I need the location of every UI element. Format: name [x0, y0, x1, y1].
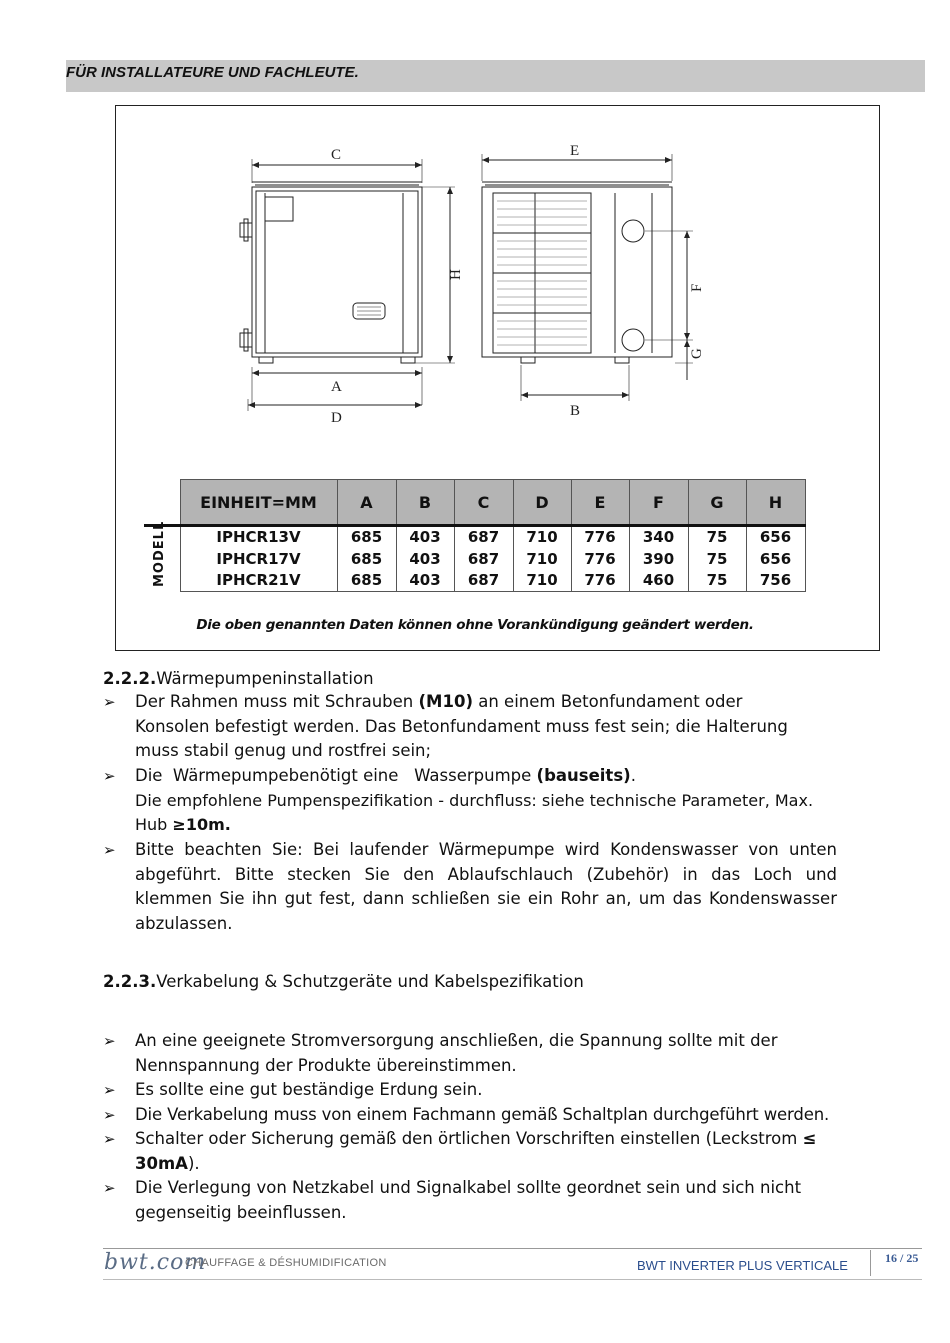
footer-separator — [870, 1250, 871, 1276]
table-row: MODELL IPHCR13V 685 403 687 710 776 340 75 656 — [144, 526, 805, 548]
list-item: ➢ Bitte beachten Sie: Bei laufender Wärmepumpe wird Kondenswasser von unten abgeführt. Bitte stecken Sie den Ablaufschlauch (Zubehör) in das Loch und klemmen Sie ihn gut fest, dann schließen sie ein Rohr an, um das Kondenswasser abzulassen. — [103, 840, 837, 933]
table-header: A — [337, 480, 396, 526]
list-item: ➢ Die Verlegung von Netzkabel und Signalkabel sollte geordnet sein und sich nicht gegenseitig beeinflussen. — [103, 1178, 802, 1222]
list-item: ➢ Der Rahmen muss mit Schrauben (M10) an einem Betonfundament oder Konsolen befestigt werden. Das Betonfundament muss fest sein; die Halterung muss stabil genug und rostfrei sein; — [103, 692, 788, 761]
arrow-bullet-icon: ➢ — [103, 693, 116, 711]
list-item: ➢ Die Verkabelung muss von einem Fachmann gemäß Schaltplan durchgeführt werden. — [103, 1103, 863, 1128]
footer-tagline: CHAUFFAGE & DÉSHUMIDIFICATION — [185, 1257, 387, 1269]
footer-divider — [103, 1248, 922, 1249]
list-item: ➢ An eine geeignete Stromversorgung anschließen, die Spannung sollte mit der Nennspannung der Produkte übereinstimmen. — [103, 1031, 778, 1075]
table-row: IPHCR17V 685 403 687 710 776 390 75 656 — [144, 548, 805, 570]
section-heading-wiring: 2.2.3.Verkabelung & Schutzgeräte und Kabelspezifikation — [103, 972, 584, 991]
dim-label-g: G — [689, 348, 705, 359]
arrow-bullet-icon: ➢ — [103, 841, 116, 859]
dim-label-e: E — [570, 143, 580, 159]
arrow-bullet-icon: ➢ — [103, 1130, 116, 1148]
dim-label-b: B — [570, 403, 581, 419]
page-number: 16 / 25 — [885, 1251, 919, 1265]
list-item: ➢ Es sollte eine gut beständige Erdung sein. — [103, 1078, 843, 1103]
footer-divider — [103, 1279, 922, 1280]
list-item: ➢ Schalter oder Sicherung gemäß den örtlichen Vorschriften einstellen (Leckstrom ≤ 30mA). — [103, 1129, 817, 1173]
table-header: B — [396, 480, 454, 526]
table-header: H — [746, 480, 805, 526]
table-header: C — [454, 480, 513, 526]
side-view-body — [252, 187, 422, 357]
table-header: F — [629, 480, 688, 526]
dim-label-a: A — [331, 379, 342, 395]
dimensions-table — [144, 479, 806, 592]
section-heading-installation: 2.2.2.Wärmepumpeninstallation — [103, 669, 374, 688]
change-notice: Die oben genannten Daten können ohne Vorankündigung geändert werden. — [196, 617, 754, 633]
arrow-bullet-icon: ➢ — [103, 767, 116, 785]
arrow-bullet-icon: ➢ — [103, 1179, 116, 1197]
table-row: IPHCR21V 685 403 687 710 776 460 75 756 — [144, 570, 805, 592]
dimension-drawing — [115, 105, 880, 475]
dim-label-d: D — [331, 410, 342, 426]
table-header: G — [688, 480, 746, 526]
table-header: E — [571, 480, 629, 526]
bwt-logo: bwt.com — [104, 1250, 207, 1275]
arrow-bullet-icon: ➢ — [103, 1081, 116, 1099]
table-header: EINHEIT=MM — [180, 480, 337, 526]
dim-label-c: C — [331, 147, 342, 163]
arrow-bullet-icon: ➢ — [103, 1032, 116, 1050]
header-title: FÜR INSTALLATEURE UND FACHLEUTE. — [66, 64, 359, 81]
model-side-label: MODELL — [144, 526, 180, 592]
front-view-body — [482, 187, 672, 357]
list-item: ➢ Die Wärmepumpebenötigt eine Wasserpumpe (bauseits). Die empfohlene Pumpenspezifikation - durchfluss: siehe technische Parameter, Max. Hub ≥10m. — [103, 766, 814, 835]
dim-label-h: H — [448, 269, 464, 280]
dim-label-f: F — [689, 283, 705, 292]
table-header: D — [513, 480, 571, 526]
arrow-bullet-icon: ➢ — [103, 1106, 116, 1124]
footer-product-name: BWT INVERTER PLUS VERTICALE — [637, 1258, 848, 1273]
